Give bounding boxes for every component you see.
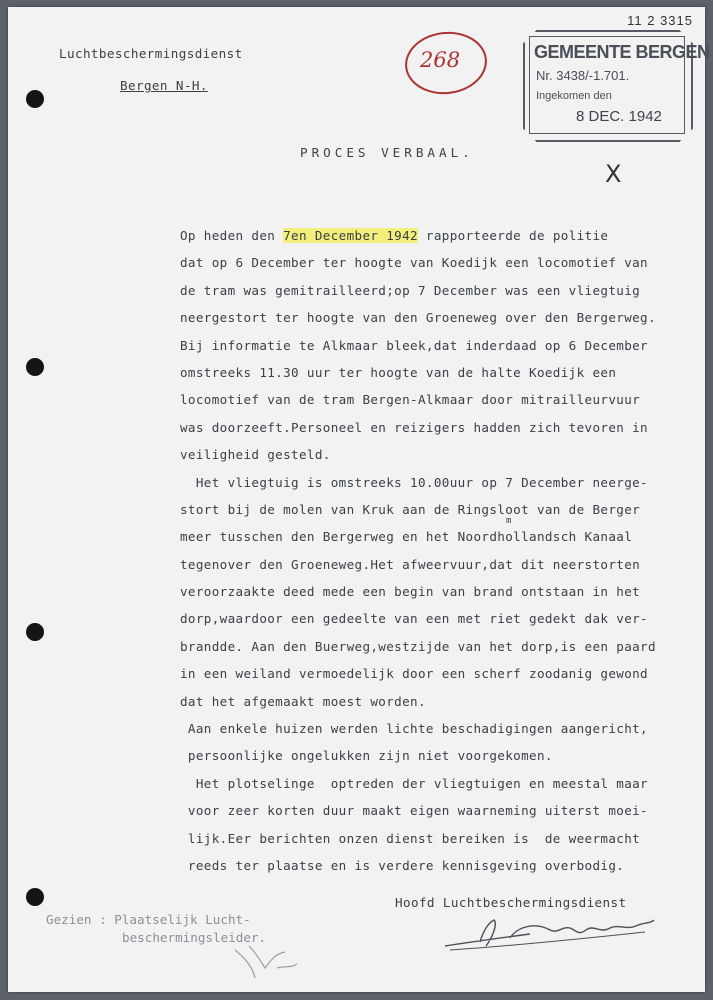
body-line: lijk.Eer berichten onzen dienst bereiken is de weermacht bbox=[180, 830, 641, 846]
org-name: Luchtbeschermingsdienst bbox=[59, 46, 243, 61]
archive-number: 11 2 3315 bbox=[627, 13, 693, 28]
seen-by-title: beschermingsleider. bbox=[122, 930, 267, 945]
body-line: Aan enkele huizen werden lichte beschadigingen aangericht, bbox=[180, 721, 648, 737]
highlighted-date: 7en December 1942 bbox=[283, 228, 418, 243]
seen-by-line: Gezien : Plaatselijk Lucht- bbox=[46, 912, 251, 927]
body-line: veiligheid gesteld. bbox=[180, 447, 331, 463]
signatory-title: Hoofd Luchtbeschermingsdienst bbox=[395, 895, 627, 910]
stamp-title: GEMEENTE BERGEN bbox=[534, 42, 710, 62]
body-line: brandde. Aan den Buerweg,westzijde van het dorp,is een paard bbox=[180, 638, 656, 654]
text-run: rapporteerde de politie bbox=[417, 228, 609, 243]
body-line: locomotief van de tram Bergen-Alkmaar door mitrailleurvuur bbox=[180, 392, 641, 408]
inserted-letter: m bbox=[506, 516, 512, 526]
stamp-date: 8 DEC. 1942 bbox=[576, 108, 662, 125]
reference-number: 268 bbox=[420, 48, 461, 72]
body-line: Het plotselinge optreden der vliegtuigen en meestal maar bbox=[180, 775, 648, 791]
body-line: de tram was gemitrailleerd;op 7 December was een vliegtuig bbox=[180, 282, 641, 298]
body-line: meer tusschen den Bergerweg en het Noordhollandsch Kanaal bbox=[180, 529, 633, 545]
body-line: veroorzaakte deed mede een begin van brand ontstaan in het bbox=[180, 584, 641, 600]
body-line: dorp,waardoor een gedeelte van een met riet gedekt dak ver- bbox=[180, 611, 648, 627]
body-line: neergestort ter hoogte van den Groeneweg over den Bergerweg. bbox=[180, 310, 656, 326]
stamp-received-label: Ingekomen den bbox=[536, 90, 612, 102]
body-line: dat het afgemaakt moest worden. bbox=[180, 693, 426, 709]
body-line: Het vliegtuig is omstreeks 10.00uur op 7 December neerge- bbox=[180, 474, 648, 490]
body-line-first bbox=[180, 222, 700, 249]
x-mark: X bbox=[605, 160, 622, 188]
text-run: Op heden den bbox=[180, 228, 284, 243]
punch-hole bbox=[26, 888, 44, 906]
handwritten-signature bbox=[440, 908, 660, 954]
report-body bbox=[180, 222, 700, 879]
body-line: in een weiland vermoedelijk door een scherf zoodanig gewond bbox=[180, 666, 648, 682]
body-line: reeds ter plaatse en is verdere kennisgeving overbodig. bbox=[180, 857, 625, 873]
body-line: was doorzeeft.Personeel en reizigers hadden zich tevoren in bbox=[180, 419, 648, 435]
punch-hole bbox=[26, 90, 44, 108]
body-line: voor zeer korten duur maakt eigen waarneming uiterst moei- bbox=[180, 803, 648, 819]
faint-initials bbox=[225, 938, 305, 982]
body-line: Bij informatie te Alkmaar bleek,dat inderdaad op 6 December bbox=[180, 337, 648, 353]
punch-hole bbox=[26, 623, 44, 641]
document-title: PROCES VERBAAL. bbox=[300, 145, 474, 160]
org-location: Bergen N-H. bbox=[120, 78, 208, 93]
body-line: omstreeks 11.30 uur ter hoogte van de halte Koedijk een bbox=[180, 364, 617, 380]
punch-hole bbox=[26, 358, 44, 376]
body-line: persoonlijke ongelukken zijn niet voorgekomen. bbox=[180, 748, 553, 764]
body-line: stort bij de molen van Kruk aan de Ringsloot van de Berger bbox=[180, 501, 641, 517]
stamp-number: Nr. 3438/-1.701. bbox=[536, 68, 630, 83]
body-line: dat op 6 December ter hoogte van Koedijk een locomotief van bbox=[180, 255, 648, 271]
body-line: tegenover den Groeneweg.Het afweervuur,dat dit neerstorten bbox=[180, 556, 641, 572]
